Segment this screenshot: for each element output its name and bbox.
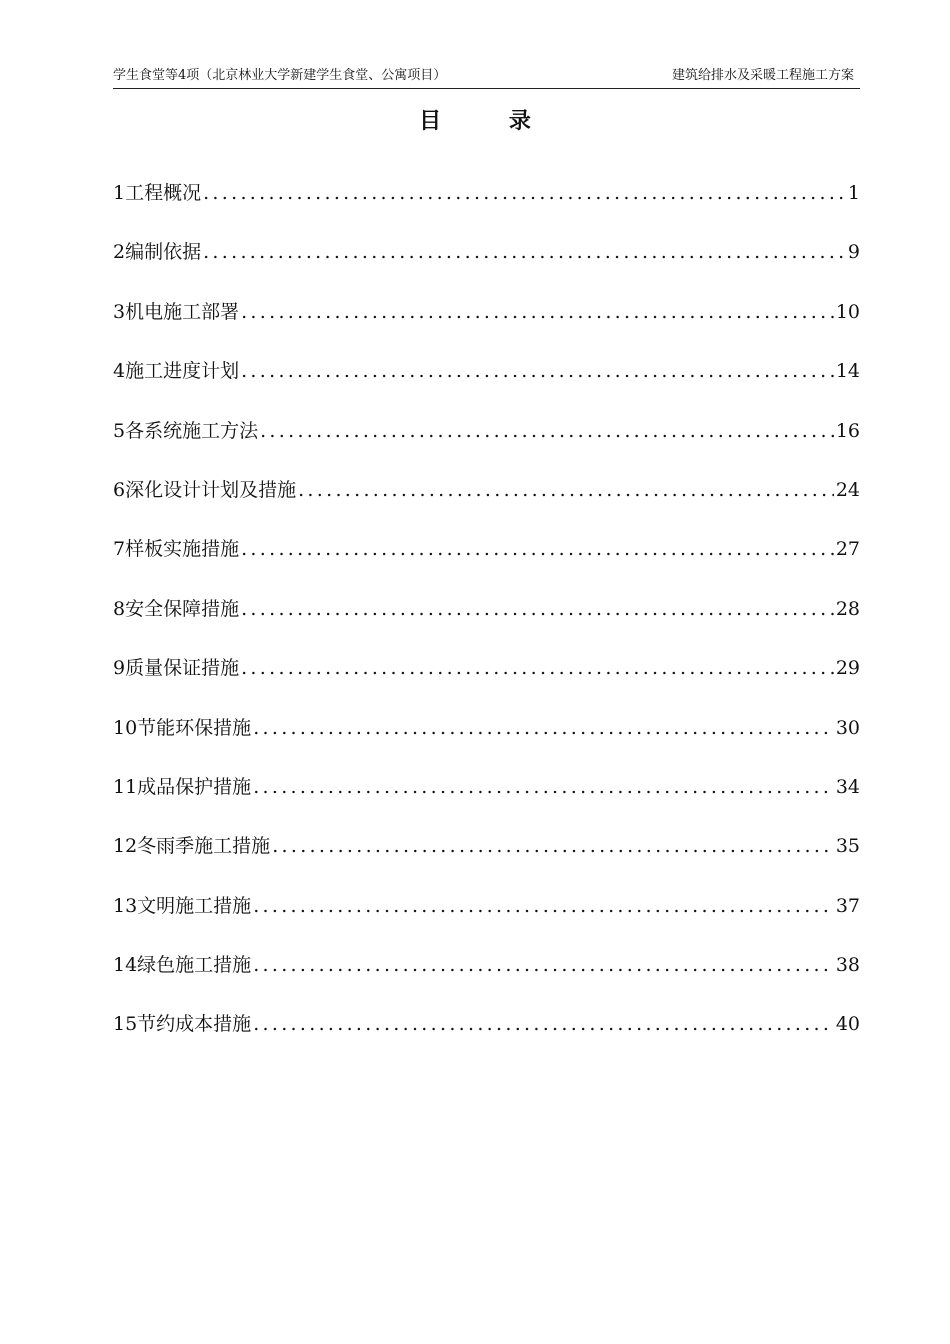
header-document-name: 建筑给排水及采暖工程施工方案 bbox=[671, 68, 854, 83]
toc-dot-leader bbox=[253, 1009, 834, 1039]
toc-title: 目 录 bbox=[419, 108, 561, 134]
toc-entry-4[interactable] bbox=[113, 356, 860, 415]
toc-entry-page-number: 29 bbox=[835, 657, 860, 680]
toc-entry-label: 2编制依据 bbox=[113, 241, 202, 264]
toc-entry-label: 15节约成本措施 bbox=[113, 1013, 252, 1036]
toc-entry-9[interactable] bbox=[113, 653, 860, 712]
toc-dot-leader bbox=[241, 297, 834, 327]
toc-entry-12[interactable] bbox=[113, 831, 860, 890]
toc-entry-13[interactable] bbox=[113, 891, 860, 950]
toc-entry-label: 12冬雨季施工措施 bbox=[113, 835, 271, 858]
toc-entry-label: 10节能环保措施 bbox=[113, 716, 252, 739]
toc-entry-8[interactable] bbox=[113, 594, 860, 653]
table-of-contents bbox=[113, 178, 860, 1069]
toc-dot-leader bbox=[272, 831, 834, 861]
toc-entry-page-number: 27 bbox=[835, 538, 860, 561]
toc-entry-page-number: 38 bbox=[835, 954, 860, 977]
toc-entry-label: 8安全保障措施 bbox=[113, 597, 240, 620]
toc-dot-leader bbox=[203, 178, 846, 208]
toc-entry-page-number: 9 bbox=[847, 241, 860, 264]
toc-entry-label: 3机电施工部署 bbox=[113, 300, 240, 323]
toc-dot-leader bbox=[241, 534, 834, 564]
toc-entry-label: 9质量保证措施 bbox=[113, 657, 240, 680]
header-project-name: 学生食堂等4项（北京林业大学新建学生食堂、公寓项目） bbox=[113, 68, 447, 83]
toc-entry-label: 14绿色施工措施 bbox=[113, 954, 252, 977]
toc-dot-leader bbox=[253, 891, 834, 921]
toc-dot-leader bbox=[298, 475, 834, 505]
toc-entry-15[interactable] bbox=[113, 1009, 860, 1068]
toc-entry-label: 4施工进度计划 bbox=[113, 360, 240, 383]
toc-entry-label: 13文明施工措施 bbox=[113, 894, 252, 917]
toc-dot-leader bbox=[253, 950, 834, 980]
toc-dot-leader bbox=[241, 653, 834, 683]
toc-entry-label: 7样板实施措施 bbox=[113, 538, 240, 561]
toc-entry-10[interactable] bbox=[113, 713, 860, 772]
toc-entry-page-number: 16 bbox=[835, 419, 860, 442]
toc-entry-label: 1工程概况 bbox=[113, 182, 202, 204]
toc-entry-6[interactable] bbox=[113, 475, 860, 534]
toc-entry-label: 6深化设计计划及措施 bbox=[113, 478, 297, 501]
toc-entry-page-number: 40 bbox=[835, 1013, 860, 1036]
toc-dot-leader bbox=[260, 416, 834, 446]
toc-entry-page-number: 34 bbox=[835, 775, 860, 798]
toc-entry-label: 5各系统施工方法 bbox=[113, 419, 259, 442]
page-header bbox=[113, 66, 860, 89]
toc-entry-label: 11成品保护措施 bbox=[113, 775, 252, 798]
toc-entry-page-number: 37 bbox=[835, 894, 860, 917]
toc-entry-page-number: 30 bbox=[835, 716, 860, 739]
toc-dot-leader bbox=[253, 713, 834, 743]
toc-dot-leader bbox=[253, 772, 834, 802]
toc-entry-7[interactable] bbox=[113, 534, 860, 593]
toc-entry-5[interactable] bbox=[113, 416, 860, 475]
toc-entry-page-number: 35 bbox=[835, 835, 860, 858]
toc-entry-2[interactable] bbox=[113, 237, 860, 296]
toc-entry-11[interactable] bbox=[113, 772, 860, 831]
toc-dot-leader bbox=[203, 237, 846, 267]
toc-dot-leader bbox=[241, 594, 834, 624]
toc-dot-leader bbox=[241, 356, 834, 386]
toc-entry-page-number: 1 bbox=[847, 182, 860, 204]
toc-entry-page-number: 24 bbox=[835, 478, 860, 501]
toc-entry-page-number: 10 bbox=[835, 300, 860, 323]
toc-entry-14[interactable] bbox=[113, 950, 860, 1009]
toc-entry-page-number: 14 bbox=[835, 360, 860, 383]
toc-entry-3[interactable] bbox=[113, 297, 860, 356]
toc-entry-page-number: 28 bbox=[835, 597, 860, 620]
toc-entry-1[interactable] bbox=[113, 178, 860, 237]
